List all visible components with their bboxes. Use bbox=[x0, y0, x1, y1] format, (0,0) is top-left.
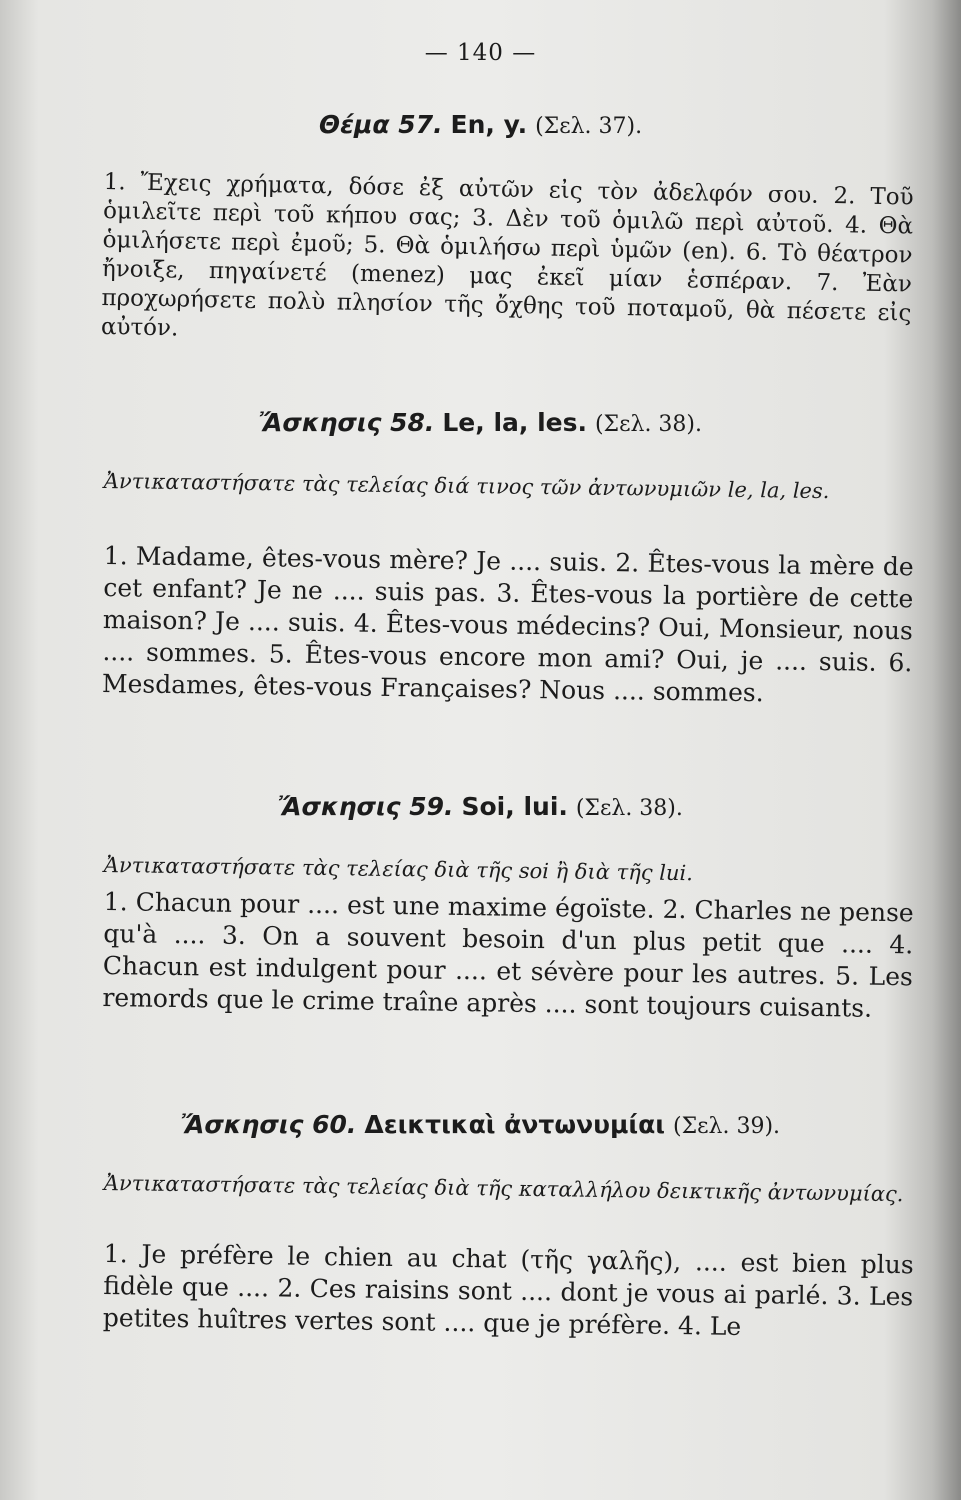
section-58-reference: (Σελ. 38). bbox=[594, 412, 703, 437]
section-59-body: 1. Chacun pour .... est une maxime égoïste. 2. Charles ne pense qu'à .... 3. On a souvent besoin d'un plus petit que .... 4. Chacun est indulgent pour .... et sévère pour les autres. 5. Les remords que le crime traîne après .... sont toujours cuisants. bbox=[102, 886, 914, 1023]
section-57-reference: (Σελ. 37). bbox=[535, 114, 643, 139]
section-58-topic: Le, la, les. bbox=[442, 408, 588, 437]
section-59-reference: (Σελ. 38). bbox=[575, 796, 683, 821]
section-60-reference: (Σελ. 39). bbox=[673, 1114, 781, 1139]
section-60-body: 1. Je préfère le chien au chat (τῆς γαλῆς), .... est bien plus fidèle que .... 2. Ces raisins sont .... dont je vous ai parlé. 3. Les petites huîtres vertes sont .... que je préfère. 4. Le bbox=[102, 1238, 914, 1341]
section-60-number: Ἄσκησις 60. bbox=[180, 1110, 357, 1139]
section-58-instruction: Ἀντικαταστήσατε τὰς τελείας διά τινος τῶν ἀντωνυμιῶν le, la, les. bbox=[103, 468, 830, 504]
section-57-number: Θέμα 57. bbox=[318, 110, 443, 139]
section-57-topic: En, y. bbox=[450, 110, 528, 139]
section-57-body: 1. Ἔχεις χρήματα, δόσε ἐξ αὐτῶν εἰς τὸν ἀδελφόν σου. 2. Τοῦ ὁμιλεῖτε περὶ τοῦ κήπου σας; 3. Δὲν τοῦ ὁμιλῶ περὶ αὐτοῦ. 4. Θὰ ὁμιλήσετε περὶ ἐμοῦ; 5. Θὰ ὁμιλήσω περὶ ὑμῶν (en). 6. Τὸ θέατρον ἤνοιξε, πηγαίνετέ (menez) μας ἐκεῖ μίαν ἑσπέραν. 7. Ἐὰν προχωρήσετε πολὺ πλησίον τῆς ὄχθης τοῦ ποταμοῦ, θὰ πέσετε εἰς αὐτόν. bbox=[100, 168, 914, 342]
section-58-heading bbox=[0, 408, 961, 437]
section-58-number: Ἄσκησις 58. bbox=[258, 408, 435, 437]
section-60-heading bbox=[0, 1110, 961, 1139]
section-60-instruction: Ἀντικαταστήσατε τὰς τελείας διὰ τῆς καταλλήλου δεικτικῆς ἀντωνυμίας. bbox=[103, 1170, 904, 1207]
section-59-number: Ἄσκησις 59. bbox=[278, 792, 454, 821]
section-59-heading bbox=[0, 792, 961, 821]
section-59-topic: Soi, lui. bbox=[461, 792, 568, 821]
page-number: — 140 — bbox=[424, 40, 537, 66]
section-57-heading bbox=[0, 110, 961, 139]
section-60-topic: Δεικτικαὶ ἀντωνυμίαι bbox=[364, 1110, 666, 1139]
section-58-body: 1. Madame, êtes-vous mère? Je .... suis. 2. Êtes-vous la mère de cet enfant? Je ne .... suis pas. 3. Êtes-vous la portière de cette maison? Je .... suis. 4. Êtes-vous médecins? Oui, Monsieur, nous .... sommes. 5. Êtes-vous encore mon ami? Oui, je .... suis. 6. Mesdames, êtes-vous Françaises? Nous .... sommes. bbox=[101, 540, 914, 708]
section-59-instruction: Ἀντικαταστήσατε τὰς τελείας διὰ τῆς soi ἢ διὰ τῆς lui. bbox=[103, 852, 694, 886]
